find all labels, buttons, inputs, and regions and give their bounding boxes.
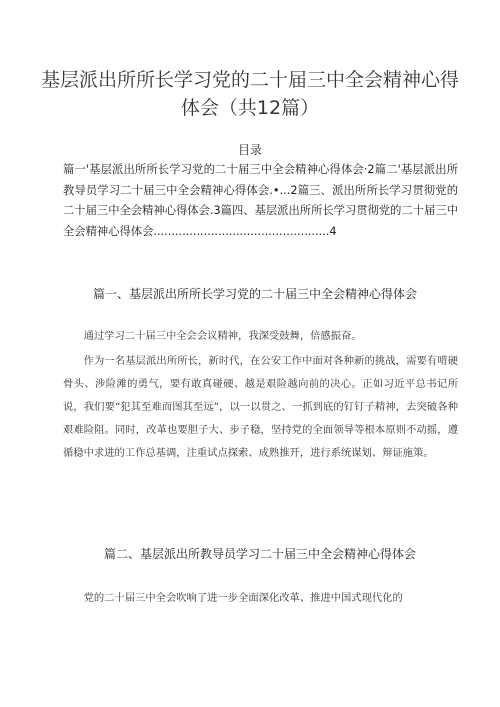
document-title: 基层派出所所长学习党的二十届三中全会精神心得体会（共12篇） xyxy=(40,69,459,119)
section-2-paragraph: 党的二十届三中全会吹响了进一步全面深化改革、推进中国式现代化的 xyxy=(83,592,403,604)
toc-entries: 篇一'基层派出所所长学习党的二十届三中全会精神心得体会·2篇二'基层派出所教导员学习二十届三中全会精神心得体会.•...2篇三、派出所所长学习贯彻党的二十届三中全会精神心得体会.3篇四、基层派出所所长学习贯彻党的二十届三中全会精神心得体会.................................................4 xyxy=(63,163,458,238)
section-1-paragraph: 通过学习二十届三中全会会议精神，我深受鼓舞，倍感振奋。 xyxy=(83,330,362,342)
toc-heading: 目录 xyxy=(237,143,262,157)
section-2-heading: 篇二、基层派出所教导员学习二十届三中全会精神心得体会 xyxy=(103,547,416,561)
section-1-paragraph: 作为一名基层派出所所长，新时代，在公安工作中面对各种新的挑战，需要有啃硬骨头、涉险滩的勇气，要有敢真碰硬、越是艰险越向前的决心。正如习近平总书记所说，我们要“犯其至难而图其至远”，以一以贯之、一抓到底的钉钉子精神，去突破各种艰难险阻。同时，改革也要胆子大、步子稳，坚持党的全面领导等根本原则不动摇，遵循稳中求进的工作总基调，注重试点探索、成熟推开，进行系统谋划、辩证施策。 xyxy=(63,355,458,459)
section-1-heading: 篇一、基层派出所所长学习党的二十届三中全会精神心得体会 xyxy=(92,287,417,301)
